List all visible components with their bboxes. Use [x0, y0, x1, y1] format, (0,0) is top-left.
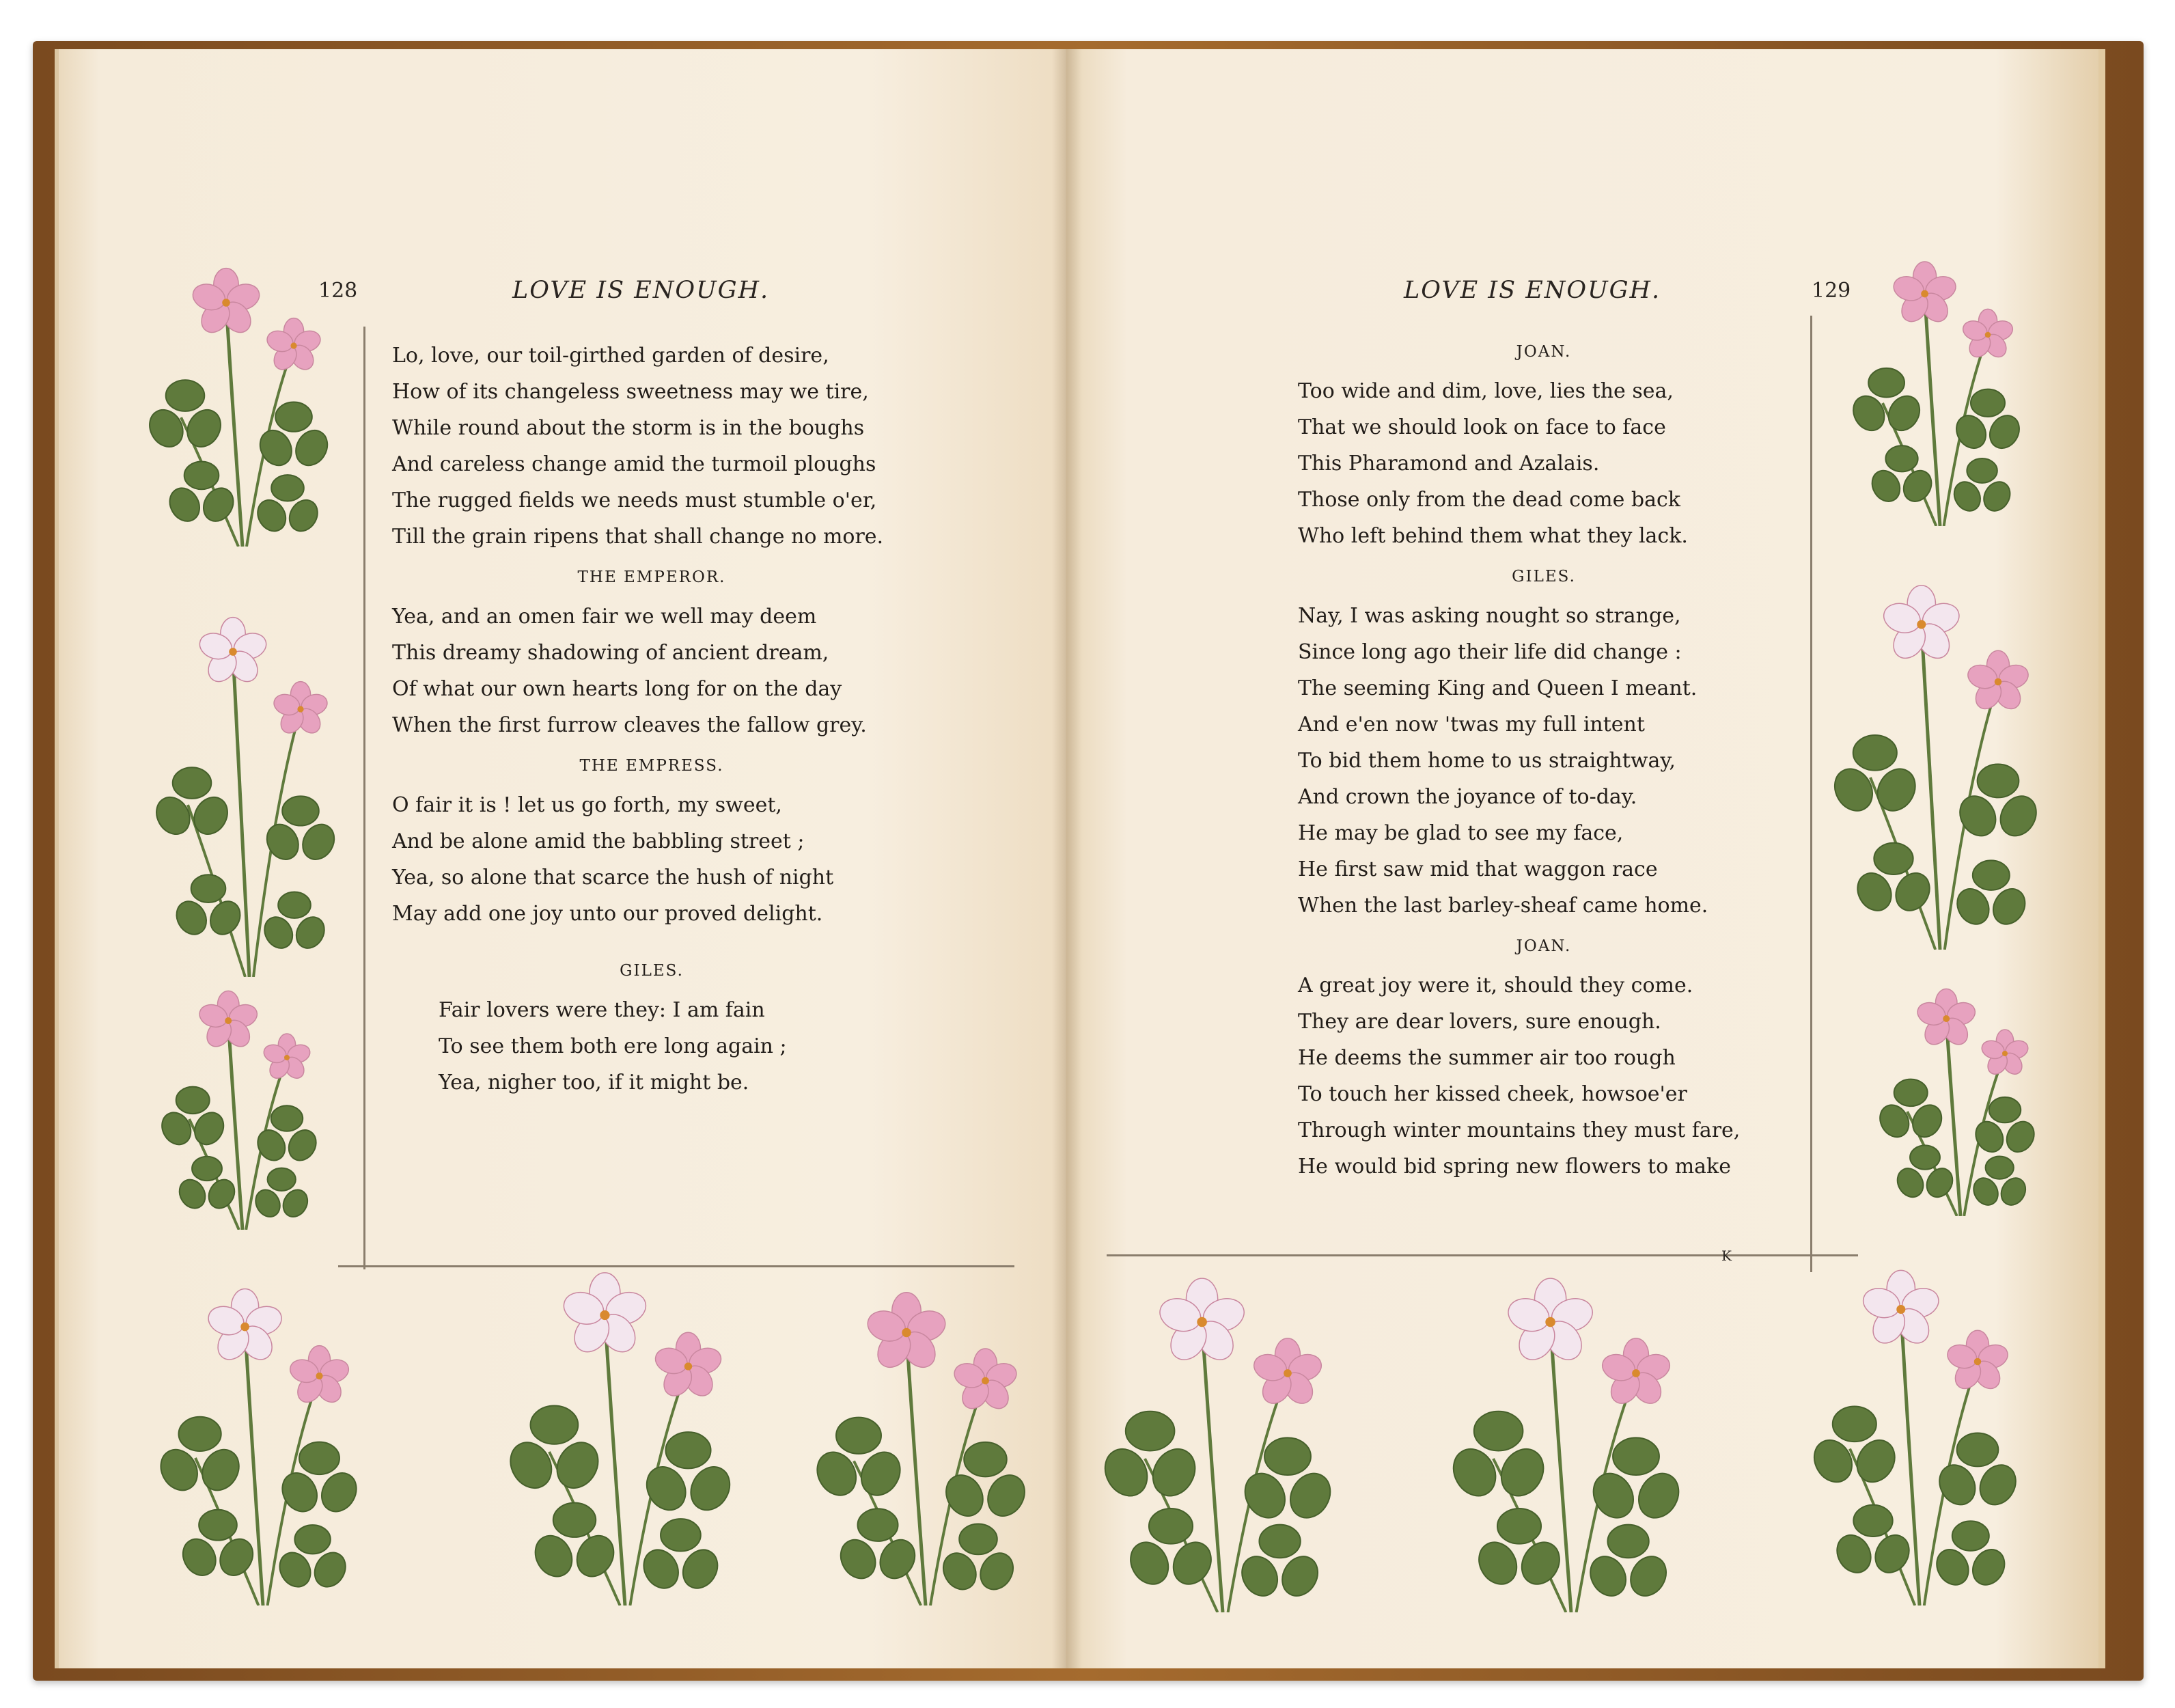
wood-sorrel-flower-icon [499, 1264, 751, 1606]
verse-line: And crown the joyance of to-day. [1298, 785, 1637, 809]
wood-sorrel-flower-icon [1093, 1271, 1353, 1612]
right-border-horizontal [1107, 1254, 1858, 1256]
verse-line: He first saw mid that waggon race [1298, 857, 1658, 881]
wood-sorrel-flower-icon [1824, 567, 2056, 950]
wood-sorrel-flower-icon [150, 1278, 376, 1606]
verse-line: Through winter mountains they must fare, [1298, 1118, 1741, 1142]
left-border-vertical [363, 327, 365, 1269]
verse-line: A great joy were it, should they come. [1298, 974, 1693, 997]
verse-section [1298, 566, 1790, 924]
verse-line: When the last barley-sheaf came home. [1298, 894, 1708, 918]
book-gutter [1052, 49, 1082, 1668]
verse-line: The rugged fields we needs must stumble o'er, [392, 488, 877, 512]
verse-line: O fair it is ! let us go forth, my sweet, [392, 793, 782, 817]
verse-section [1298, 936, 1790, 1185]
speaker-name: JOAN. [1516, 343, 1572, 361]
signature-mark: K [1721, 1248, 1732, 1264]
speaker-name: THE EMPEROR. [577, 568, 726, 586]
verse-line: He may be glad to see my face, [1298, 821, 1624, 845]
verse-line: Who left behind them what they lack. [1298, 524, 1688, 548]
right-page-number: 129 [1812, 279, 1851, 303]
verse-line: To touch her kissed cheek, howsoe'er [1298, 1082, 1687, 1106]
verse-line: Yea, so alone that scarce the hush of night [392, 866, 834, 890]
verse-line: That we should look on face to face [1298, 415, 1666, 439]
right-running-head: LOVE IS ENOUGH. [1404, 277, 1661, 304]
verse-line: Till the grain ripens that shall change no more. [392, 525, 884, 549]
verse-line: Those only from the dead come back [1298, 488, 1680, 512]
verse-line: How of its changeless sweetness may we tire, [392, 380, 869, 404]
verse-line: This dreamy shadowing of ancient dream, [392, 641, 829, 665]
wood-sorrel-flower-icon [154, 984, 331, 1230]
speaker-name: GILES. [620, 962, 684, 980]
verse-line: To see them both ere long again ; [439, 1034, 787, 1058]
verse-section [392, 338, 911, 555]
speaker-name: THE EMPRESS. [579, 757, 724, 775]
wood-sorrel-flower-icon [1844, 253, 2036, 526]
verse-section [1298, 342, 1790, 554]
verse-section [392, 756, 911, 932]
left-page-number: 128 [318, 279, 358, 303]
verse-line: They are dear lovers, sure enough. [1298, 1010, 1661, 1034]
verse-line: Yea, and an omen fair we well may deem [392, 605, 817, 629]
verse-line: May add one joy unto our proved delight. [392, 902, 823, 926]
verse-line: He deems the summer air too rough [1298, 1046, 1676, 1070]
verse-section [392, 961, 911, 1101]
verse-line: Since long ago their life did change : [1298, 640, 1682, 664]
left-running-head: LOVE IS ENOUGH. [512, 277, 770, 304]
wood-sorrel-flower-icon [140, 260, 345, 547]
wood-sorrel-flower-icon [1803, 1257, 2036, 1606]
verse-line: Lo, love, our toil-girthed garden of desire, [392, 344, 829, 368]
verse-line: When the first furrow cleaves the fallow grey. [392, 713, 867, 737]
verse-line: And e'en now 'twas my full intent [1298, 713, 1645, 736]
verse-line: Nay, I was asking nought so strange, [1298, 604, 1681, 628]
verse-line: Yea, nigher too, if it might be. [439, 1071, 749, 1094]
wood-sorrel-flower-icon [1872, 984, 2049, 1216]
verse-line: And be alone amid the babbling street ; [392, 829, 805, 853]
wood-sorrel-flower-icon [806, 1284, 1045, 1606]
verse-line: The seeming King and Queen I meant. [1298, 676, 1698, 700]
right-border-vertical [1810, 316, 1812, 1272]
verse-line: And careless change amid the turmoil ploughs [392, 452, 876, 476]
wood-sorrel-flower-icon [1441, 1271, 1701, 1612]
wood-sorrel-flower-icon [147, 594, 352, 977]
left-verse-block [392, 338, 911, 1101]
verse-line: This Pharamond and Azalais. [1298, 452, 1600, 476]
verse-line: Fair lovers were they: I am fain [439, 998, 765, 1022]
verse-line: Of what our own hearts long for on the day [392, 677, 842, 701]
verse-line: To bid them home to us straightway, [1298, 749, 1676, 773]
verse-line: Too wide and dim, love, lies the sea, [1298, 379, 1674, 403]
verse-line: While round about the storm is in the boughs [392, 416, 865, 440]
right-verse-block [1298, 342, 1790, 1185]
verse-section [392, 567, 911, 743]
speaker-name: GILES. [1512, 568, 1576, 586]
speaker-name: JOAN. [1516, 937, 1572, 955]
verse-line: He would bid spring new flowers to make [1298, 1155, 1731, 1179]
